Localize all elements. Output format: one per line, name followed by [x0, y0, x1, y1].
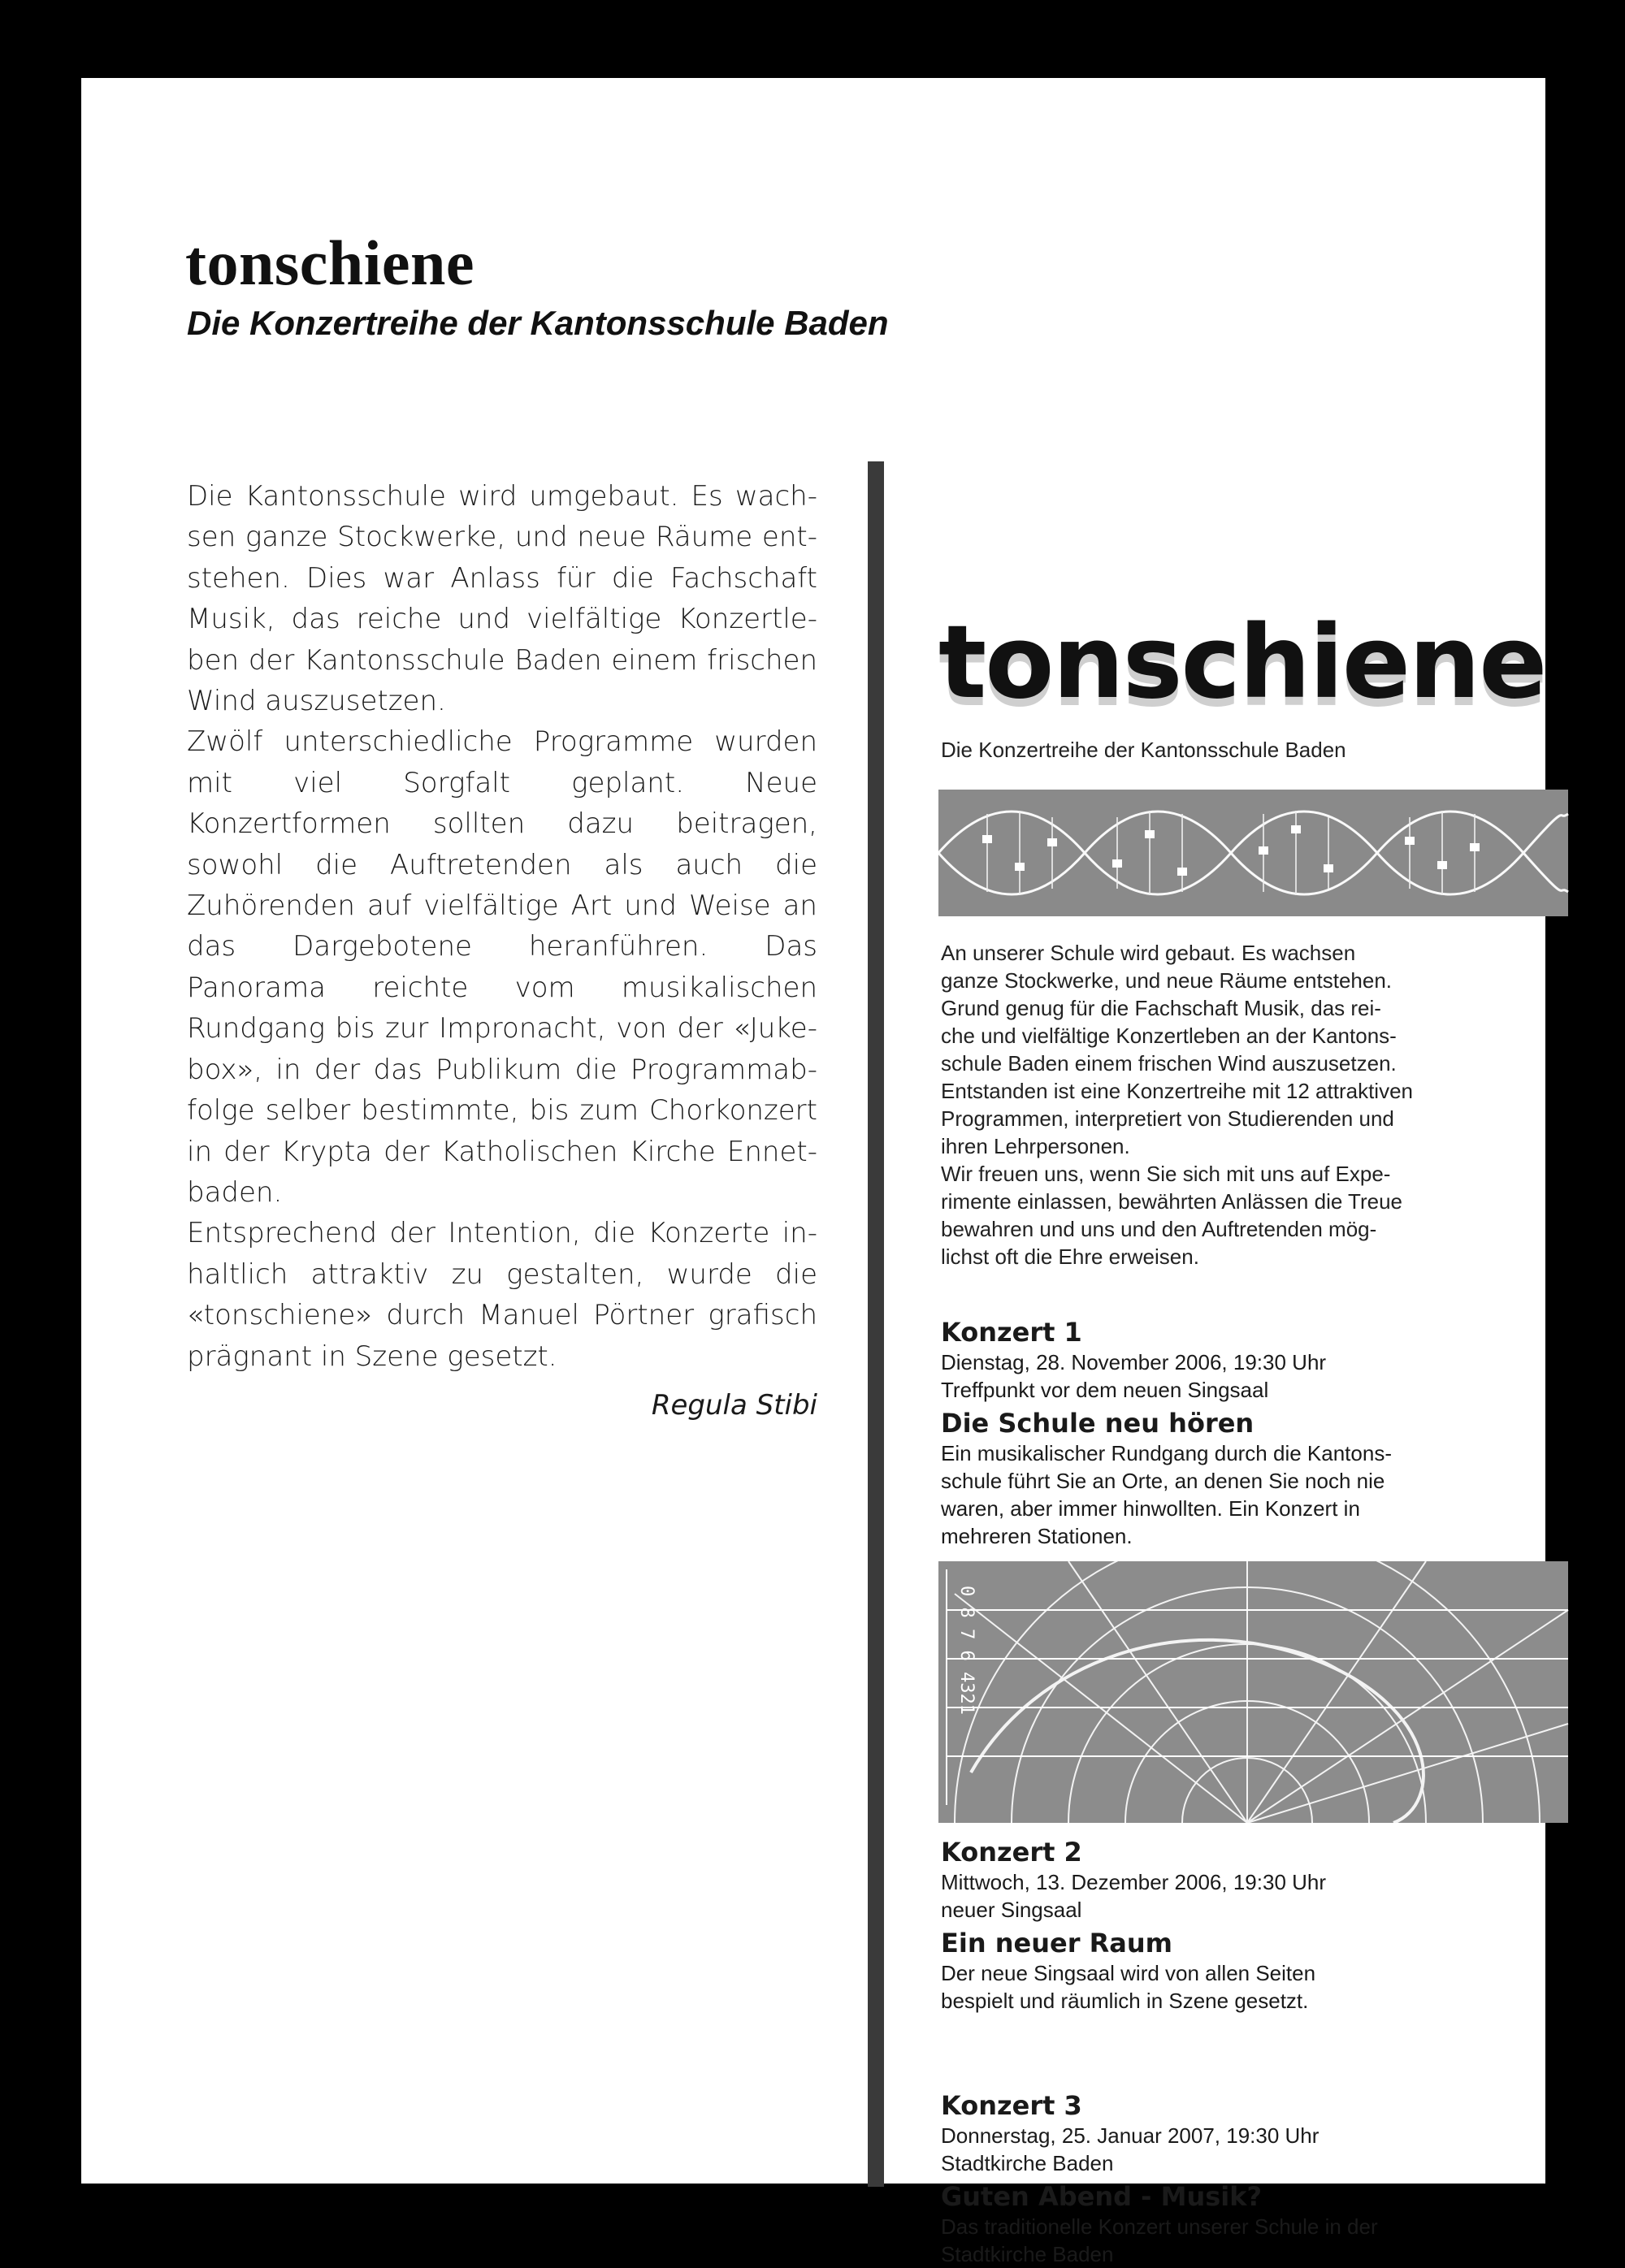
intro-line: lichst oft die Ehre erweisen.: [941, 1244, 1199, 1269]
intro-line: ihren Lehrpersonen.: [941, 1134, 1130, 1158]
intro-line: schule Baden einem frischen Wind auszusetzen.: [941, 1051, 1397, 1076]
concert-desc-line: Der neue Singsaal wird von allen Seiten: [941, 1961, 1316, 1985]
concert-date: Dienstag, 28. November 2006, 19:30 Uhr: [941, 1350, 1327, 1374]
intro-line: Grund genug für die Fachschaft Musik, das rei-: [941, 996, 1381, 1020]
intro-line: Entstanden ist eine Konzertreihe mit 12 attraktiven: [941, 1079, 1413, 1103]
concert-title: Die Schule neu hören: [941, 1408, 1254, 1439]
concert-desc-line: bespielt und räumlich in Szene gesetzt.: [941, 1989, 1309, 2013]
article-paragraph-1: Die Kantonsschule wird umgebaut. Es wachsen ganze Stockwerke, und neue Räume entstehen. Dies war Anlass für die Fachschaft Musik, das reiche und vielfältige Konzertleben der Kantonsschule Baden einem frischen Wind auszusetzen.: [187, 480, 817, 718]
helix-banner-image: [938, 790, 1568, 916]
intro-line: An unserer Schule wird gebaut. Es wachsen: [941, 941, 1356, 965]
intro-line: che und vielfältige Konzertleben an der Kantons-: [941, 1024, 1397, 1048]
article-paragraph-2: Zwölf unterschiedliche Programme wurden mit viel Sorgfalt geplant. Neue Konzertformen sollten dazu beitragen, sowohl die Auftretenden als auch die Zuhörenden auf vielfältige Art und Weise an das Dargebotene heranführen. Das Panorama reichte vom musikalischen Rundgang bis zur Impronacht, von der «Jukebox», in der das Publikum die Programmabfolge selber bestimmte, bis zum Chorkonzert in der Krypta der Katholischen Kirche Ennetbaden.: [187, 725, 817, 1209]
concert-desc-line: Das traditionelle Konzert unserer Schule in der: [941, 2214, 1378, 2239]
document-page: [81, 78, 1546, 2266]
concert-2: [941, 1836, 1566, 2015]
article-text: [187, 476, 817, 1426]
concert-desc-line: Stadtkirche Baden: [941, 2242, 1114, 2266]
concert-heading: Konzert 1: [941, 1317, 1082, 1348]
concert-title: Guten Abend - Musik?: [941, 2181, 1263, 2212]
concert-desc-line: schule führt Sie an Orte, an denen Sie noch nie: [941, 1469, 1385, 1493]
concert-title: Ein neuer Raum: [941, 1928, 1172, 1959]
concert-date: Donnerstag, 25. Januar 2007, 19:30 Uhr: [941, 2123, 1320, 2148]
intro-line: ganze Stockwerke, und neue Räume entstehen.: [941, 968, 1393, 993]
flyer-logo: tonschiene: [938, 604, 1546, 721]
article-author: Regula Stibi: [651, 1388, 817, 1422]
flyer-subtitle: Die Konzertreihe der Kantonsschule Baden: [941, 738, 1346, 762]
intro-line: rimente einlassen, bewährten Anlässen die Treue: [941, 1189, 1403, 1214]
concert-place: Treffpunkt vor dem neuen Singsaal: [941, 1378, 1269, 1402]
concert-heading: Konzert 2: [941, 1837, 1082, 1868]
concert-3: [941, 2089, 1566, 2268]
concert-1: [941, 1316, 1566, 1550]
vertical-divider: [868, 461, 884, 2187]
flyer-intro: [941, 939, 1566, 1270]
page-subtitle: Die Konzertreihe der Kantonsschule Baden: [187, 304, 889, 342]
ruler-digits: 0 8 7 6 4321: [956, 1586, 977, 1715]
article-paragraph-3: Entsprechend der Intention, die Konzerte inhaltlich attraktiv zu gestalten, wurde die «tonschiene» durch Manuel Pörtner grafisch prägnant in Szene gesetzt.: [187, 1217, 817, 1373]
polar-grid-image: [938, 1561, 1568, 1823]
concert-desc-line: Ein musikalischer Rundgang durch die Kantons-: [941, 1441, 1392, 1465]
page-title: tonschiene: [185, 227, 474, 298]
intro-line: Wir freuen uns, wenn Sie sich mit uns auf Expe-: [941, 1162, 1391, 1186]
concert-place: Stadtkirche Baden: [941, 2151, 1114, 2175]
concert-date: Mittwoch, 13. Dezember 2006, 19:30 Uhr: [941, 1870, 1327, 1894]
concert-desc-line: waren, aber immer hinwollten. Ein Konzert in: [941, 1496, 1360, 1521]
concert-place: neuer Singsaal: [941, 1898, 1082, 1922]
intro-line: Programmen, interpretiert von Studierenden und: [941, 1106, 1394, 1131]
concert-desc-line: mehreren Stationen.: [941, 1524, 1133, 1548]
intro-line: bewahren und uns und den Auftretenden mög-: [941, 1217, 1377, 1241]
concert-heading: Konzert 3: [941, 2090, 1082, 2121]
